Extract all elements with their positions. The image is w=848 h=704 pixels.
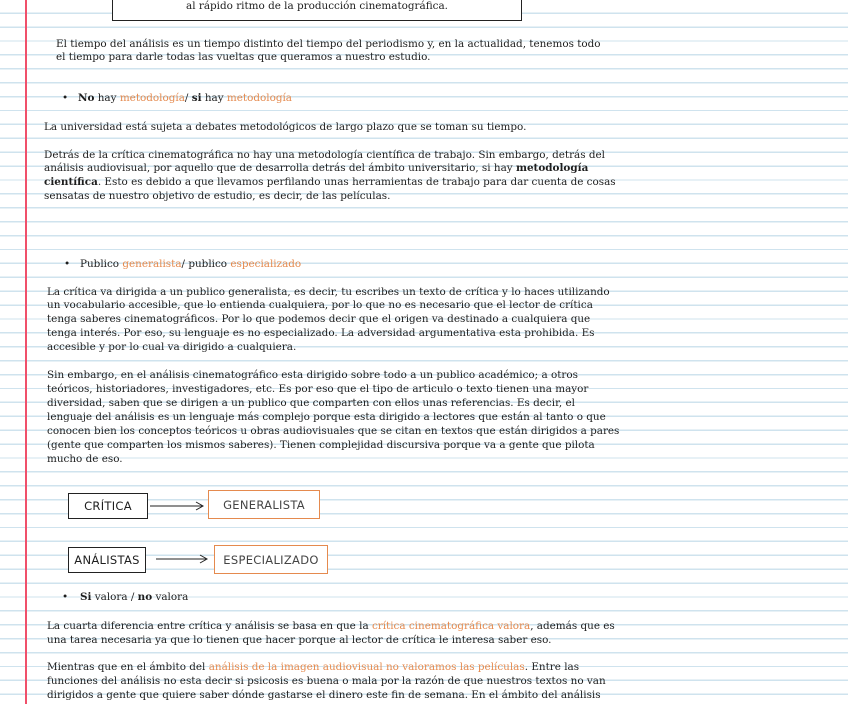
paragraph-metodologia-line-4: sensatas de nuestro objetivo de estudio, es decir, de las películas. xyxy=(44,190,391,202)
critica-box: CRÍTICA xyxy=(68,493,148,519)
paragraph-critica-line-3: tenga saberes cinematográficos. Por lo que podemos decir que el origen va destinado a cualquiera que xyxy=(47,313,591,325)
paragraph-cuarta-line-1: La cuarta diferencia entre crítica y análisis se basa en que la crítica cinematográfica valora, además que es xyxy=(47,620,615,632)
bullet-valora: Si valora / no valora xyxy=(80,591,189,603)
bullet-dot: • xyxy=(64,258,71,270)
generalista-box: GENERALISTA xyxy=(208,490,320,519)
paragraph-universidad: La universidad está sujeta a debates metodológicos de largo plazo que se toman su tiempo. xyxy=(44,121,527,133)
bullet-metodologia: No hay metodología/ si hay metodología xyxy=(78,92,292,104)
paragraph-analisis-line-3: diversidad, saben que se dirigen a un publico que comparten con ellos unas referencias. Es decir, el xyxy=(47,397,575,409)
arrow-icon xyxy=(150,500,206,512)
bullet-dot: • xyxy=(62,92,69,104)
paragraph-analisis-line-6: (gente que comparten los mismos saberes). Tienen complejidad discursiva porque va a gente que pilota xyxy=(47,439,595,451)
especializado-box: ESPECIALIZADO xyxy=(214,545,328,574)
paragraph-metodologia-line-3: científica. Esto es debido a que llevamos perfilando unas herramientas de trabajo para dar cuenta de cosas xyxy=(44,176,616,188)
paragraph-mientras-line-3: dirigidos a gente que quiere saber dónde gastarse el dinero este fin de semana. En el ámbito del análisis xyxy=(47,689,601,701)
quote-text: al rápido ritmo de la producción cinematográfica. xyxy=(186,0,448,12)
paragraph-analisis-line-5: conocen bien los conceptos teóricos u obras audiovisuales que se citan en textos que están dirigidos a pares xyxy=(47,425,620,437)
arrow-icon xyxy=(156,553,210,565)
paragraph-analisis-line-2: teóricos, historiadores, investigadores, etc. Es por eso que el tipo de articulo o texto tienen una mayor xyxy=(47,383,589,395)
paragraph-metodologia-line-1: Detrás de la crítica cinematográfica no hay una metodología científica de trabajo. Sin embargo, detrás del xyxy=(44,149,605,161)
quote-box xyxy=(112,0,522,21)
paragraph-critica-line-1: La crítica va dirigida a un publico generalista, es decir, tu escribes un texto de crítica y lo haces utilizando xyxy=(47,286,610,298)
paragraph-critica-line-2: un vocabulario accesible, que lo entienda cualquiera, por lo que no es necesario que el lector de crítica xyxy=(47,299,593,311)
bullet-publico: Publico generalista/ publico especializado xyxy=(80,258,302,270)
bullet-dot: • xyxy=(62,591,69,603)
paragraph-analisis-line-1: Sin embargo, en el análisis cinematográfico esta dirigido sobre todo a un publico académico; a otros xyxy=(47,369,578,381)
paragraph-metodologia-line-2: análisis audiovisual, por aquello que de desarrolla detrás del ámbito universitario, si hay metodología xyxy=(44,162,589,174)
margin-line xyxy=(25,0,27,704)
intro-line-1: El tiempo del análisis es un tiempo distinto del tiempo del periodismo y, en la actualidad, tenemos todo xyxy=(56,38,601,50)
paragraph-critica-line-4: tenga interés. Por eso, su lenguaje es no especializado. La adversidad argumentativa esta prohibida. Es xyxy=(47,327,595,339)
paragraph-critica-line-5: accesible y por lo cual va dirigido a cualquiera. xyxy=(47,341,297,353)
paragraph-analisis-line-4: lenguaje del análisis es un lenguaje más complejo porque esta dirigido a lectores que están al tanto o que xyxy=(47,411,606,423)
intro-line-2: el tiempo para darle todas las vueltas que queramos a nuestro estudio. xyxy=(56,51,431,63)
analistas-box: ANÁLISTAS xyxy=(68,547,146,573)
paragraph-mientras-line-1: Mientras que en el ámbito del análisis de la imagen audiovisual no valoramos las películas. Entre las xyxy=(47,661,580,673)
paragraph-cuarta-line-2: una tarea necesaria ya que lo tienen que hacer porque al lector de crítica le interesa saber eso. xyxy=(47,634,552,646)
paragraph-mientras-line-2: funciones del análisis no esta decir si psicosis es buena o mala por la razón de que nuestros textos no van xyxy=(47,675,606,687)
paragraph-analisis-line-7: mucho de eso. xyxy=(47,453,123,465)
